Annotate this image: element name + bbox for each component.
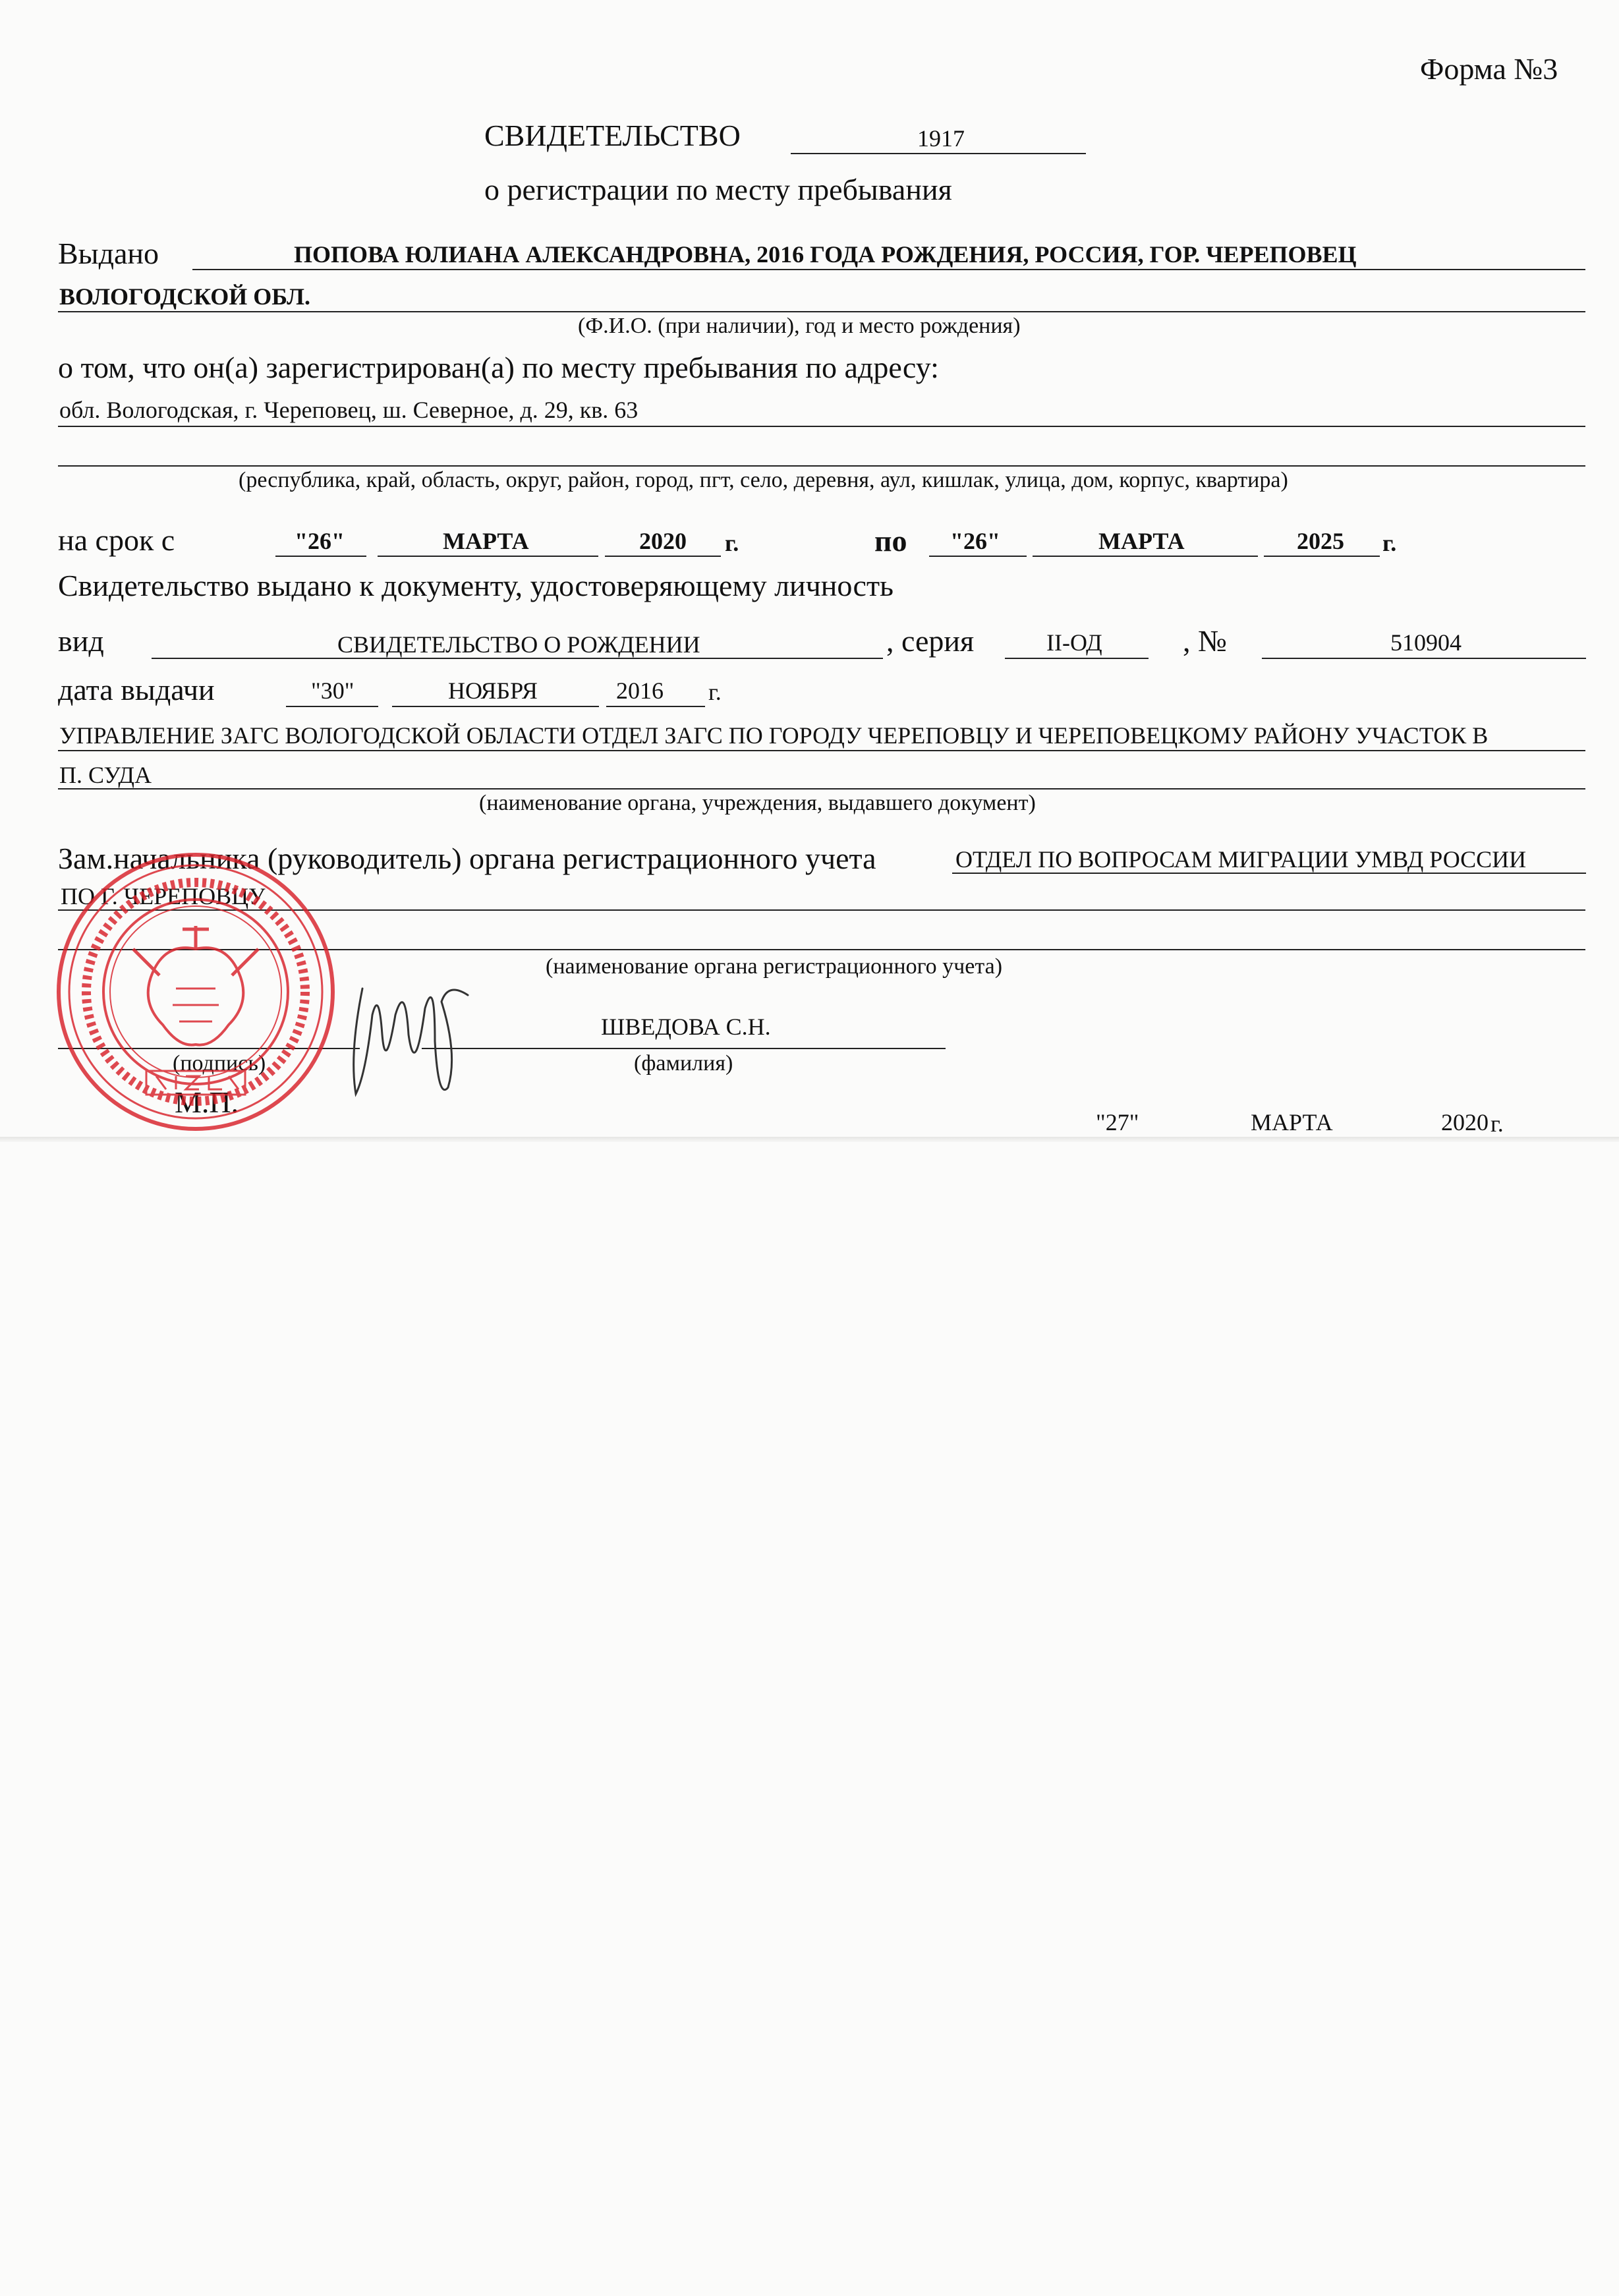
identity-series-label: , серия	[886, 624, 975, 658]
term-from-year: 2020	[639, 528, 687, 554]
signer-surname: ШВЕДОВА С.Н.	[601, 1014, 771, 1040]
term-to-day-underline	[929, 556, 1027, 557]
person-line2-underline	[58, 311, 1585, 312]
issuer-caption: (наименование органа, учреждения, выдавшего документ)	[479, 791, 1036, 815]
person-caption: (Ф.И.О. (при наличии), год и место рождения)	[578, 314, 1021, 338]
certificate-number: 1917	[917, 125, 965, 152]
identity-kind-label: вид	[58, 624, 104, 658]
date-month: МАРТА	[1251, 1109, 1333, 1135]
issue-date-label: дата выдачи	[58, 673, 215, 706]
identity-number-underline	[1262, 658, 1586, 659]
document-title: СВИДЕТЕЛЬСТВО	[484, 119, 741, 152]
term-to-month: МАРТА	[1098, 528, 1185, 554]
page-fold	[0, 1137, 1619, 1142]
form-label: Форма №3	[1420, 52, 1558, 86]
issued-label: Выдано	[58, 237, 159, 270]
term-from-year-suffix: г.	[725, 530, 739, 556]
address-intro: о том, что он(а) зарегистрирован(а) по месту пребывания по адресу:	[58, 351, 939, 384]
identity-series-value: II-ОД	[1046, 629, 1102, 656]
term-to-year: 2025	[1297, 528, 1344, 554]
date-day: "27"	[1096, 1109, 1139, 1135]
address-caption: (республика, край, область, округ, район, город, пгт, село, деревня, аул, кишлак, улица, дом, корпус, квартира)	[239, 468, 1288, 492]
issuer-line2: П. СУДА	[59, 762, 152, 788]
issue-date-year: 2016	[616, 677, 664, 704]
term-to-day: "26"	[950, 528, 1000, 554]
registrar-org-line1: ОТДЕЛ ПО ВОПРОСАМ МИГРАЦИИ УМВД РОССИИ	[955, 846, 1527, 873]
address-underline	[58, 426, 1585, 427]
issue-date-year-underline	[606, 706, 705, 707]
identity-series-underline	[1005, 658, 1149, 659]
term-to-year-underline	[1264, 556, 1380, 557]
issue-date-month-underline	[392, 706, 599, 707]
person-line1: ПОПОВА ЮЛИАНА АЛЕКСАНДРОВНА, 2016 ГОДА РОЖДЕНИЯ, РОССИЯ, ГОР. ЧЕРЕПОВЕЦ	[294, 241, 1357, 268]
identity-intro: Свидетельство выдано к документу, удостоверяющему личность	[58, 569, 894, 602]
surname-underline	[422, 1048, 946, 1049]
term-to-year-suffix: г.	[1382, 530, 1397, 556]
handwritten-signature	[343, 975, 474, 1107]
address-value: обл. Вологодская, г. Череповец, ш. Северное, д. 29, кв. 63	[59, 397, 639, 423]
issue-date-month: НОЯБРЯ	[448, 677, 538, 704]
registrar-org-underline	[952, 873, 1586, 874]
person-line1-underline	[192, 269, 1585, 270]
person-line2: ВОЛОГОДСКОЙ ОБЛ.	[59, 283, 310, 310]
signature-caption: (подпись)	[173, 1051, 266, 1076]
registrar-caption: (наименование органа регистрационного учета)	[546, 954, 1003, 979]
term-label: на срок с	[58, 523, 175, 557]
official-seal-icon	[54, 850, 337, 1134]
registrar-label: Зам.начальника (руководитель) органа регистрационного учета	[58, 842, 876, 875]
issuer-line1-underline	[58, 750, 1585, 751]
issuer-line1: УПРАВЛЕНИЕ ЗАГС ВОЛОГОДСКОЙ ОБЛАСТИ ОТДЕЛ ЗАГС ПО ГОРОДУ ЧЕРЕПОВЦУ И ЧЕРЕПОВЕЦКОМУ РАЙОНУ УЧАСТОК В	[59, 722, 1489, 749]
term-from-month: МАРТА	[443, 528, 529, 554]
issue-date-day: "30"	[311, 677, 355, 704]
identity-number-label: , №	[1183, 624, 1227, 658]
identity-kind-value: СВИДЕТЕЛЬСТВО О РОЖДЕНИИ	[337, 631, 700, 658]
registrar-org-line2: ПО Г. ЧЕРЕПОВЦУ	[61, 883, 266, 909]
term-to-label: по	[874, 524, 907, 558]
issuer-line2-underline	[58, 788, 1585, 789]
identity-kind-underline	[152, 658, 883, 659]
address-underline-2	[58, 465, 1585, 467]
issue-date-suffix: г.	[708, 679, 722, 705]
term-from-month-underline	[378, 556, 598, 557]
term-from-year-underline	[605, 556, 721, 557]
surname-caption: (фамилия)	[634, 1051, 733, 1076]
issue-date-day-underline	[286, 706, 378, 707]
identity-number-value: 510904	[1390, 629, 1462, 656]
number-underline	[791, 153, 1086, 154]
term-from-day: "26"	[295, 528, 345, 554]
term-to-month-underline	[1033, 556, 1258, 557]
stamp-place-label: М.П.	[175, 1085, 239, 1119]
date-suffix: г.	[1491, 1110, 1504, 1137]
term-from-day-underline	[275, 556, 366, 557]
date-year: 2020	[1441, 1109, 1489, 1135]
document-subtitle: о регистрации по месту пребывания	[484, 173, 952, 206]
